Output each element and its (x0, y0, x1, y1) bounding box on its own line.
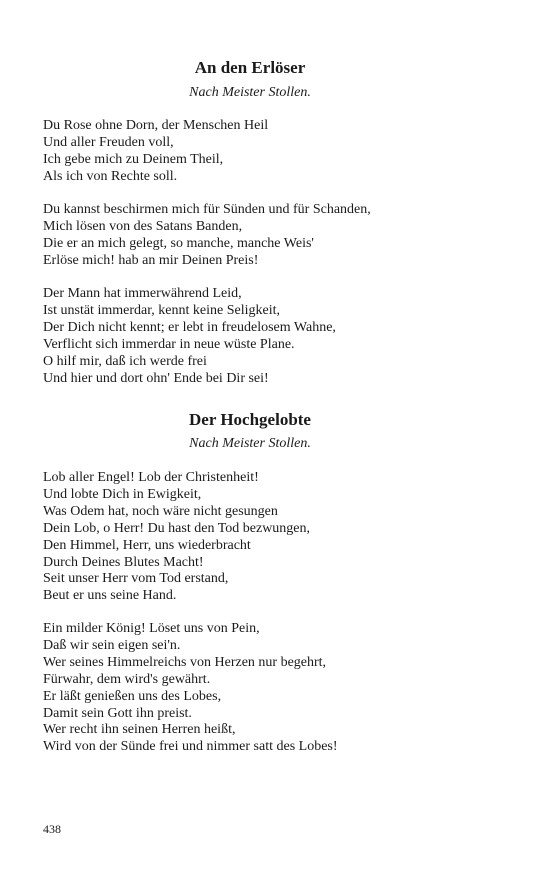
verse-line: Der Dich nicht kennt; er lebt in freudelosem Wahne, (43, 319, 336, 335)
verse-line: Und aller Freuden voll, (43, 134, 174, 150)
stanza (43, 470, 523, 605)
verse-line: O hilf mir, daß ich werde frei (43, 353, 207, 369)
verse-line: Ist unstät immerdar, kennt keine Seligkeit, (43, 302, 280, 318)
verse-line: Lob aller Engel! Lob der Christenheit! (43, 470, 259, 485)
poem-title: An den Erlöser (194, 58, 306, 77)
poem-subtitle: Nach Meister Stollen. (189, 85, 311, 100)
stanza (43, 286, 523, 387)
poem-subtitle: Nach Meister Stollen. (189, 436, 311, 451)
verse-line: Beut er uns seine Hand. (43, 588, 177, 604)
stanza (43, 118, 523, 186)
page-number: 438 (43, 822, 61, 836)
stanza (43, 621, 523, 756)
verse-line: Du Rose ohne Dorn, der Menschen Heil (43, 118, 269, 133)
verse-line: Fürwahr, dem wird's gewährt. (43, 671, 211, 687)
verse-line: Der Mann hat immerwährend Leid, (43, 286, 242, 301)
verse-line: Erlöse mich! hab an mir Deinen Preis! (43, 252, 259, 268)
verse-line: Den Himmel, Herr, uns wiederbracht (43, 537, 251, 553)
verse-line: Wer recht ihn seinen Herren heißt, (43, 722, 236, 738)
verse-line: Er läßt genießen uns des Lobes, (43, 688, 222, 704)
verse-line: Und hier und dort ohn' Ende bei Dir sei! (43, 370, 269, 386)
verse-line: Ein milder König! Löset uns von Pein, (43, 621, 260, 636)
poem-title: Der Hochgelobte (189, 410, 311, 429)
verse-line: Daß wir sein eigen sei'n. (43, 637, 181, 653)
verse-line: Was Odem hat, noch wäre nicht gesungen (43, 503, 278, 519)
verse-line: Wird von der Sünde frei und nimmer satt des Lobes! (43, 739, 338, 755)
verse-line: Durch Deines Blutes Macht! (43, 554, 204, 570)
verse-line: Dein Lob, o Herr! Du hast den Tod bezwungen, (43, 520, 311, 536)
stanza (43, 202, 523, 270)
verse-line: Die er an mich gelegt, so manche, manche Weis' (43, 235, 314, 251)
verse-line: Seit unser Herr vom Tod erstand, (43, 571, 229, 587)
verse-line: Verflicht sich immerdar in neue wüste Plane. (43, 336, 295, 352)
verse-line: Und lobte Dich in Ewigkeit, (43, 486, 202, 502)
verse-line: Ich gebe mich zu Deinem Theil, (43, 151, 224, 167)
verse-line: Wer seines Himmelreichs von Herzen nur begehrt, (43, 654, 327, 670)
verse-line: Du kannst beschirmen mich für Sünden und für Schanden, (43, 202, 371, 217)
verse-line: Mich lösen von des Satans Banden, (43, 218, 243, 234)
verse-line: Damit sein Gott ihn preist. (43, 705, 192, 721)
verse-line: Als ich von Rechte soll. (43, 168, 178, 184)
